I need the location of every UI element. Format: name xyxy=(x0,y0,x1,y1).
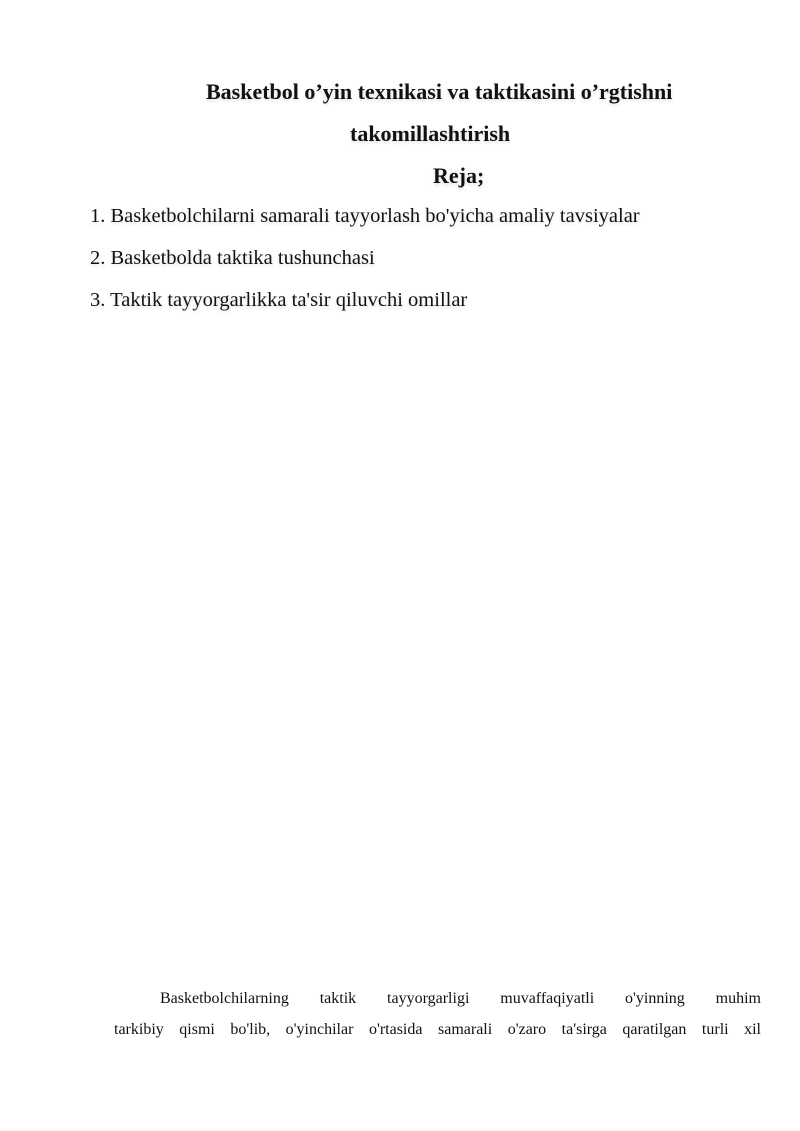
document-title-line-1: Basketbol o’yin texnikasi va taktikasini o’rgtishni xyxy=(206,79,673,104)
plan-list-item: 1. Basketbolchilarni samarali tayyorlash bo'yicha amaliy tavsiyalar xyxy=(90,205,640,227)
body-paragraph-line: Basketbolchilarning taktik tayyorgarligi muvaffaqiyatli o'yinning muhim xyxy=(160,990,761,1007)
plan-list-item: 2. Basketbolda taktika tushunchasi xyxy=(90,247,375,269)
document-title-line-2: takomillashtirish xyxy=(350,121,511,146)
body-paragraph-line: tarkibiy qismi bo'lib, o'yinchilar o'rtasida samarali o'zaro ta'sirga qaratilgan turli xil xyxy=(114,1021,761,1038)
plan-list-item: 3. Taktik tayyorgarlikka ta'sir qiluvchi omillar xyxy=(90,289,468,311)
plan-heading: Reja; xyxy=(433,163,485,188)
